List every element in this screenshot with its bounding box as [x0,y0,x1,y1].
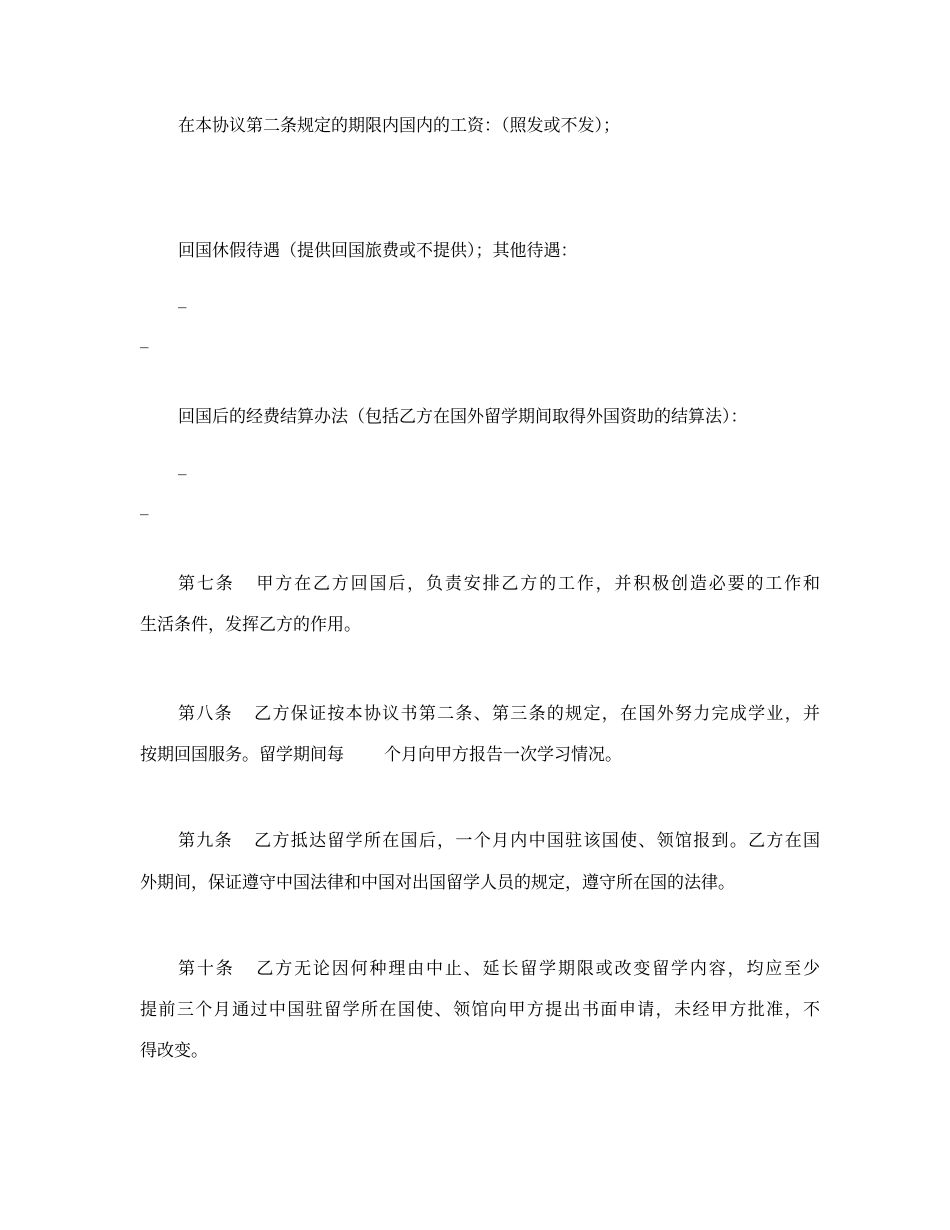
fill-blank-line: _ [178,289,187,309]
home-leave-clause: 回国休假待遇（提供回国旅费或不提供）；其他待遇： [178,241,578,261]
article-8-line-1 [178,703,820,725]
article-7-heading: 第七条 [178,574,235,594]
article-9-line-2: 外期间，保证遵守中国法律和中国对出国留学人员的规定，遵守所在国的法律。 [140,873,735,893]
article-8-line-2 [140,744,820,766]
article-8-text-before-blank: 按期回国服务。留学期间每 [140,745,344,765]
article-10-line-1 [178,958,820,980]
article-10-line-2: 提前三个月通过中国驻留学所在国使、领馆向甲方提出书面申请，未经甲方批准，不 [140,1000,820,1020]
fill-blank-line: _ [178,456,187,476]
salary-clause: 在本协议第二条规定的期限内国内的工资：（照发或不发）； [178,116,620,136]
fill-blank-line: _ [140,496,149,516]
article-7-line-1 [178,573,820,595]
article-10-text: 乙方无论因何种理由中止、延长留学期限或改变留学内容，均应至少 [254,959,821,979]
article-10-line-3: 得改变。 [140,1041,208,1061]
fill-blank-line: _ [140,329,149,349]
article-9-text: 乙方抵达留学所在国后，一个月内中国驻该国使、领馆报到。乙方在国 [252,831,821,851]
article-8-heading: 第八条 [178,704,233,724]
article-7-line-2: 生活条件，发挥乙方的作用。 [140,615,361,635]
article-8-text-after-blank: 个月向甲方报告一次学习情况。 [384,745,622,765]
article-10-heading: 第十条 [178,959,235,979]
article-7-text: 甲方在乙方回国后，负责安排乙方的工作，并积极创造必要的工作和 [254,574,821,594]
article-9-line-1 [178,830,820,852]
article-9-heading: 第九条 [178,831,233,851]
settlement-clause: 回国后的经费结算办法（包括乙方在国外留学期间取得外国资助的结算法）： [178,407,748,427]
article-8-text: 乙方保证按本协议书第二条、第三条的规定，在国外努力完成学业，并 [252,704,821,724]
